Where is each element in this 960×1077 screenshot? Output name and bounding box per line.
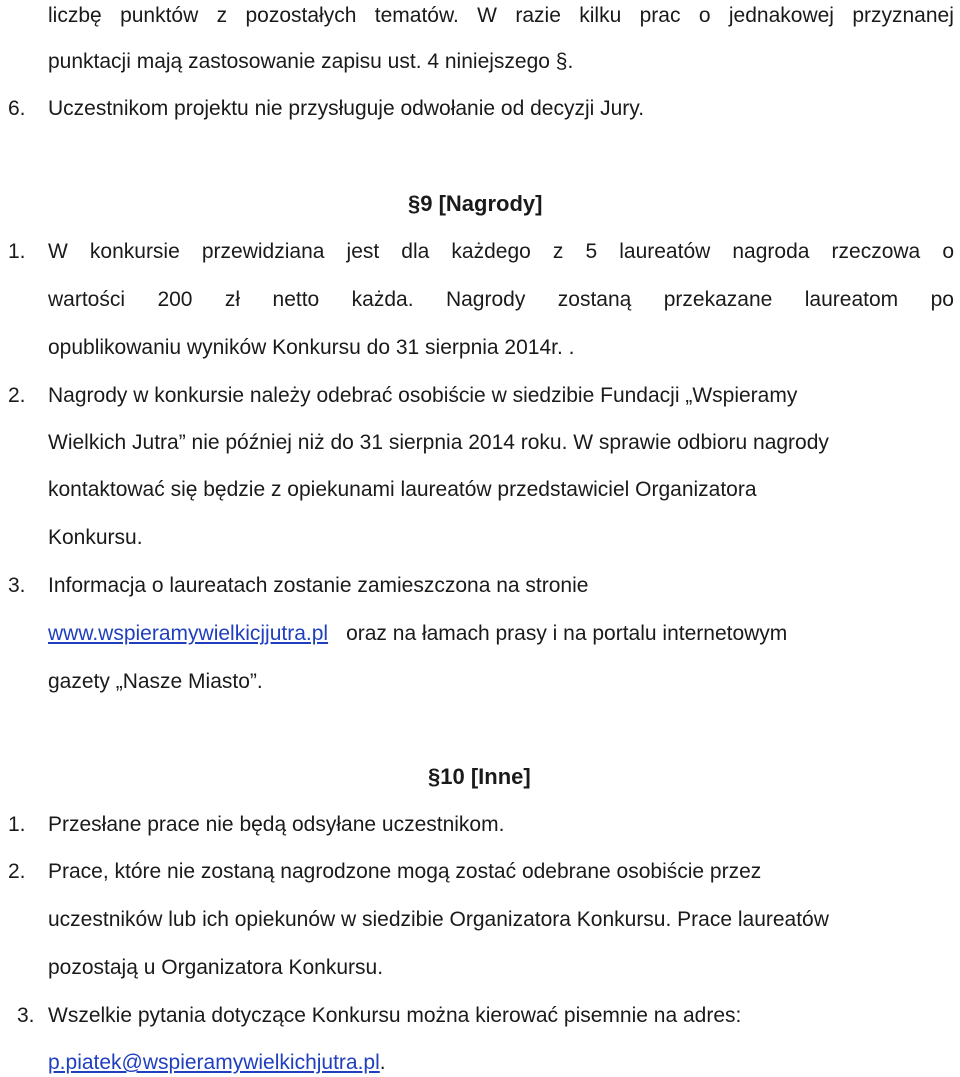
intro-line-1-text-word: W: [477, 4, 497, 27]
section-10-heading: §10 [Inne]: [428, 764, 531, 789]
s10-item-2-line-1: Prace, które nie zostaną nagrodzone mogą zostać odebrane osobiście przez: [48, 860, 762, 883]
intro-line-1-text-word: pozostałych: [245, 4, 357, 27]
intro-line-1-text-word: jednakowej: [728, 4, 834, 27]
intro-item-6: Uczestnikom projektu nie przysługuje odwołanie od decyzji Jury.: [48, 97, 645, 120]
s9-item-1-line-1-text-word: laureatów: [619, 240, 711, 263]
s9-item-2-line-1: Nagrody w konkursie należy odebrać osobiście w siedzibie Fundacji „Wspieramy: [48, 384, 798, 407]
s9-item-1-line-2-text-word: wartości: [48, 288, 126, 311]
s9-item-3-line-2: [48, 620, 954, 648]
s9-item-1-line-2-text-word: zostaną: [557, 288, 632, 311]
s9-item-1-line-1-text-word: W: [48, 240, 68, 263]
s9-item-1-line-2-text-word: zł: [224, 288, 241, 311]
intro-line-1-text-word: przyznanej: [852, 4, 954, 27]
s9-item-1-line-2-text-word: 200: [157, 288, 193, 311]
intro-line-1-text-word: kilku: [579, 4, 622, 27]
intro-line-1-text-word: o: [698, 4, 711, 27]
s9-item-1-line-1-text-word: z: [552, 240, 564, 263]
s9-item-2-line-3: kontaktować się będzie z opiekunami laureatów przedstawiciel Organizatora: [48, 478, 757, 501]
s9-item-1-line-2-text-word: laureatom: [804, 288, 899, 311]
intro-line-1-text-word: razie: [515, 4, 561, 27]
s9-item-1-line-1-text-word: o: [942, 240, 954, 263]
intro-line-1-text-word: tematów.: [374, 4, 459, 27]
email-link[interactable]: p.piatek@wspieramywielkichjutra.pl: [48, 1051, 380, 1074]
list-number: 1.: [8, 240, 26, 263]
s9-item-1-line-2-text-word: każda.: [351, 288, 414, 311]
s10-item-3-line-2: [48, 1049, 954, 1077]
website-link[interactable]: www.wspieramywielkicjjutra.pl: [48, 622, 329, 645]
s9-item-1-line-1-text-word: konkursie: [89, 240, 180, 263]
s10-item-3-line-1: Wszelkie pytania dotyczące Konkursu można kierować pisemnie na adres:: [48, 1004, 742, 1027]
intro-line-1-text-word: liczbę: [48, 4, 102, 27]
s9-item-1-line-1-text-word: każdego: [451, 240, 531, 263]
s9-item-3-line-1: Informacja o laureatach zostanie zamieszczona na stronie: [48, 574, 589, 597]
list-number: 2.: [8, 384, 26, 407]
s9-item-1-line-1-text-word: 5: [585, 240, 598, 263]
list-number: 3.: [8, 574, 26, 597]
intro-line-2: punktacji mają zastosowanie zapisu ust. 4 niniejszego §.: [48, 50, 574, 73]
s9-item-1-line-1-text-word: rzeczowa: [831, 240, 921, 263]
s9-item-1-line-2: [48, 286, 954, 314]
list-number: 3.: [17, 1004, 35, 1027]
s9-item-1-line-1-text-word: jest: [346, 240, 380, 263]
s9-item-3-line-3: gazety „Nasze Miasto”.: [48, 670, 263, 693]
s9-item-1-line-1-text-word: nagroda: [732, 240, 810, 263]
s10-item-1-line-1: Przesłane prace nie będą odsyłane uczestnikom.: [48, 813, 505, 836]
email-suffix: .: [379, 1051, 386, 1074]
s9-item-1-line-2-text-word: netto: [272, 288, 320, 311]
intro-line-1-text-word: prac: [639, 4, 681, 27]
s9-item-1-line-2-text-word: Nagrody: [445, 288, 526, 311]
s9-item-1-line-1: [48, 238, 954, 266]
s9-item-3-line-2-rest: oraz na łamach prasy i na portalu internetowym: [346, 622, 788, 645]
s9-item-1-line-2-text-word: przekazane: [663, 288, 773, 311]
s10-item-2-line-3: pozostają u Organizatora Konkursu.: [48, 956, 384, 979]
s9-item-1-line-1-text-word: przewidziana: [201, 240, 325, 263]
intro-line-1-text-word: z: [216, 4, 228, 27]
section-9-heading: §9 [Nagrody]: [408, 191, 543, 216]
s9-item-1-line-1-text-word: dla: [401, 240, 430, 263]
list-number: 2.: [8, 860, 26, 883]
intro-line-1-text-word: punktów: [120, 4, 199, 27]
intro-line-1: [48, 2, 954, 30]
s9-item-1-line-2-text-word: po: [930, 288, 954, 311]
list-number: 6.: [8, 97, 26, 120]
s9-item-1-line-3: opublikowaniu wyników Konkursu do 31 sierpnia 2014r. .: [48, 336, 575, 359]
s9-item-2-line-4: Konkursu.: [48, 526, 143, 549]
s10-item-2-line-2: uczestników lub ich opiekunów w siedzibie Organizatora Konkursu. Prace laureatów: [48, 908, 829, 931]
s9-item-2-line-2: Wielkich Jutra” nie później niż do 31 sierpnia 2014 roku. W sprawie odbioru nagrody: [48, 431, 829, 454]
list-number: 1.: [8, 813, 26, 836]
